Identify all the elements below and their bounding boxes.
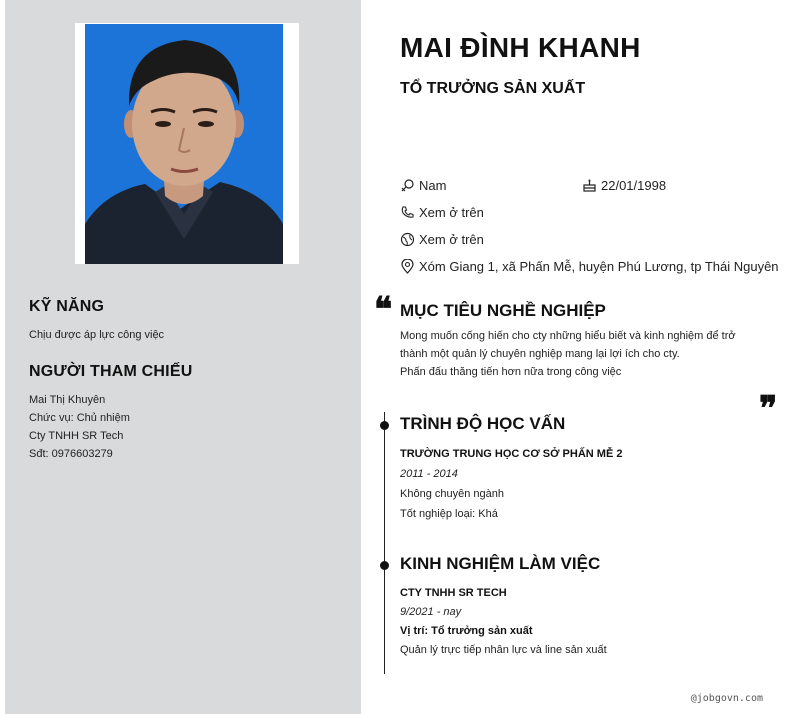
objective-line: thành một quản lý chuyên nghiệp mang lại lợi ích cho cty.: [400, 348, 680, 360]
gender-icon: [400, 178, 415, 193]
skills-section: [29, 298, 164, 344]
gender-value: Nam: [419, 178, 447, 193]
education-grade: Tốt nghiệp loại: Khá: [400, 508, 498, 520]
objective-line: Phấn đấu thăng tiến hơn nữa trong công việc: [400, 366, 622, 378]
timeline-line: [384, 412, 385, 674]
website-value: Xem ở trên: [419, 232, 484, 247]
objective-line: Mong muốn cống hiến cho cty những hiểu biết và kinh nghiệm để trở: [400, 330, 736, 342]
experience-description: Quản lý trực tiếp nhân lực và line sản xuất: [400, 644, 607, 656]
reference-role: Chức vụ: Chủ nhiệm: [29, 412, 130, 424]
education-major: Không chuyên ngành: [400, 488, 504, 500]
reference-name: Mai Thị Khuyên: [29, 394, 106, 406]
phone-value: Xem ở trên: [419, 205, 484, 220]
school-name: TRƯỜNG TRUNG HỌC CƠ SỞ PHẤN MỄ 2: [400, 448, 623, 460]
references-title: NGƯỜI THAM CHIẾU: [29, 363, 193, 380]
candidate-name: MAI ĐÌNH KHANH: [400, 32, 641, 63]
references-section: [29, 363, 192, 463]
candidate-position: TỔ TRƯỞNG SẢN XUẤT: [400, 80, 586, 97]
experience-role: Vị trí: Tổ trưởng sản xuất: [400, 625, 533, 637]
sidebar: [5, 0, 361, 714]
birthdate-value: 22/01/1998: [601, 178, 667, 193]
education-title: TRÌNH ĐỘ HỌC VẤN: [400, 414, 566, 433]
globe-icon: [400, 232, 415, 247]
education-body: [400, 444, 765, 524]
address-value: Xóm Giang 1, xã Phấn Mễ, huyện Phú Lương, tp Thái Nguyên: [419, 259, 779, 274]
profile-photo: [85, 24, 283, 264]
website-row: [400, 232, 484, 247]
phone-icon: [400, 205, 415, 220]
watermark: @jobgovn.com: [690, 693, 763, 704]
birthdate-row: [582, 178, 666, 193]
profile-photo-frame: [75, 23, 299, 264]
main-content: [361, 0, 800, 714]
company-name: CTY TNHH SR TECH: [400, 587, 507, 599]
quote-open-icon: ❝: [374, 290, 393, 330]
experience-title: KINH NGHIỆM LÀM VIỆC: [400, 554, 601, 573]
cake-icon: [582, 178, 597, 193]
education-period: 2011 - 2014: [400, 468, 458, 480]
experience-body: [400, 584, 765, 660]
skill-item: Chịu được áp lực công việc: [29, 329, 165, 341]
timeline-dot: [380, 421, 389, 430]
quote-close-icon: ❞: [759, 389, 778, 429]
address-row: [400, 259, 779, 274]
map-pin-icon: [400, 259, 415, 274]
phone-row: [400, 205, 484, 220]
gender-row: [400, 178, 446, 193]
skills-title: KỸ NĂNG: [29, 298, 105, 315]
objective-body: [400, 327, 765, 381]
timeline-dot: [380, 561, 389, 570]
reference-company: Cty TNHH SR Tech: [29, 430, 124, 442]
experience-period: 9/2021 - nay: [400, 606, 462, 618]
reference-phone: Sđt: 0976603279: [29, 448, 113, 460]
objective-title: MỤC TIÊU NGHỀ NGHIỆP: [400, 301, 606, 320]
